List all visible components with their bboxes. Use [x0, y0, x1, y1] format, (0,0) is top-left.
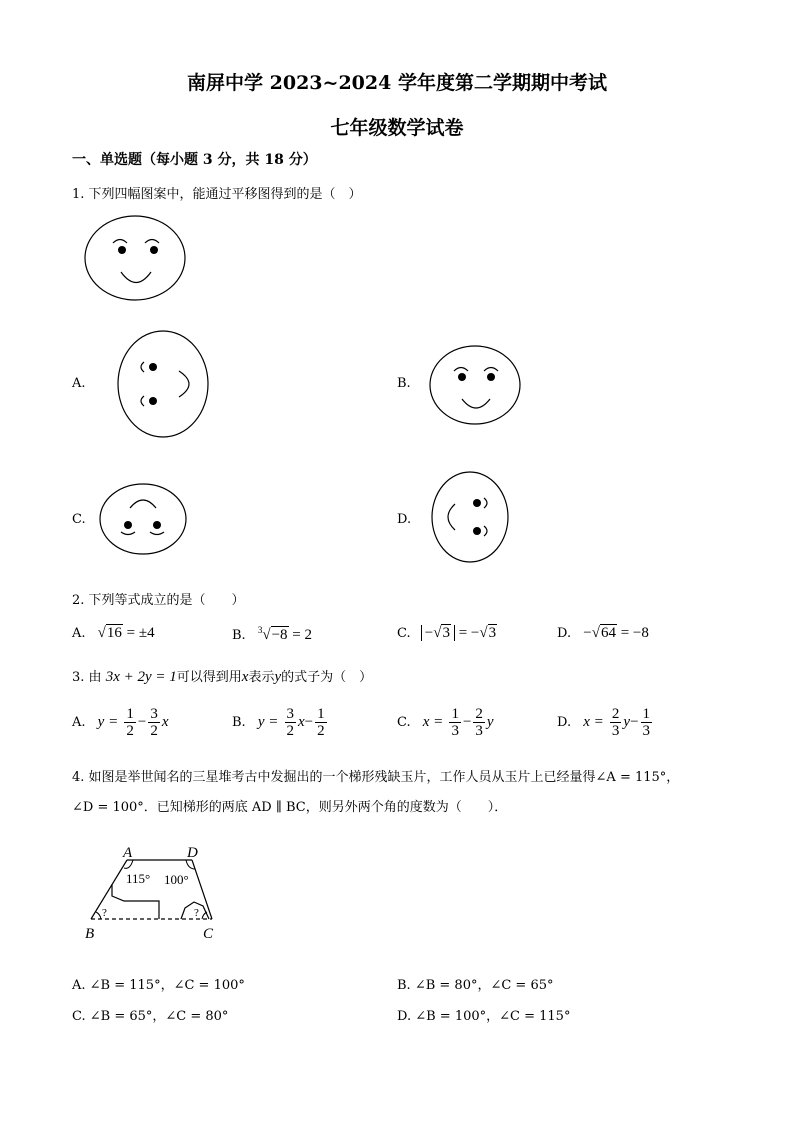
q4-option-b[interactable]: B. ∠B = 80°，∠C = 65°	[397, 978, 554, 993]
q2-d-radicand: 64	[600, 625, 616, 641]
q3-stem-post: 的式子为（ ）	[281, 670, 373, 685]
q1-option-b-face-figure[interactable]	[429, 345, 521, 425]
exam-title: 南屏中学 2023~2024 学年度第二学期期中考试	[187, 72, 607, 94]
fig-label-c: C	[203, 926, 214, 942]
exam-subtitle: 七年级数学试卷	[330, 117, 464, 139]
q3-d-var: y	[623, 714, 631, 730]
q3-stem-x: x	[241, 669, 249, 685]
question-2-stem: 2. 下列等式成立的是（ ）	[72, 593, 245, 608]
fig-label-a: A	[123, 845, 133, 861]
q1-option-b-label[interactable]: B.	[397, 376, 411, 391]
q4-option-a[interactable]: A. ∠B = 115°，∠C = 100°	[72, 978, 245, 993]
q3-a-f1-den: 2	[126, 723, 134, 739]
q3-d-lhs: x =	[583, 714, 604, 730]
q3-c-lhs: x =	[422, 714, 444, 730]
q2-option-c[interactable]: C. −√3 = −√3	[397, 625, 497, 641]
q2-d-rhs: = −8	[620, 625, 649, 641]
q3-option-a[interactable]	[72, 706, 168, 739]
q3-d-f2-num: 1	[642, 706, 651, 722]
q3-option-d[interactable]	[557, 706, 654, 739]
q3-b-op: −	[304, 714, 314, 730]
question-3-stem	[72, 666, 372, 686]
q3-c-op: −	[462, 714, 472, 730]
q2-a-rhs: = ±4	[126, 625, 155, 641]
q3-option-d-label: D.	[557, 715, 572, 730]
question-4-stem-line-1: 4. 如图是举世闻名的三星堆考古中发掘出的一个梯形残缺玉片，工作人员从玉片上已经量得∠A = 115°，	[72, 770, 680, 785]
q1-option-d-face-figure[interactable]	[431, 471, 509, 563]
q2-option-a-label: A.	[72, 626, 86, 641]
q4-option-c[interactable]: C. ∠B = 65°，∠C = 80°	[72, 1009, 229, 1024]
q3-stem-mid2: 表示	[248, 670, 275, 685]
fig-angle-b-question: ?	[102, 907, 107, 919]
q2-option-b[interactable]: B. $^3$√−8 = 2	[232, 625, 312, 643]
section-heading: 一、单选题（每小题 3 分，共 18 分）	[72, 152, 317, 168]
q2-option-a[interactable]: A. √16 = ±4	[72, 625, 155, 641]
q3-d-f1-den: 3	[611, 723, 620, 739]
q2-option-b-label: B.	[232, 628, 246, 643]
q1-option-a-face-figure[interactable]	[117, 330, 211, 438]
q2-option-c-label: C.	[397, 626, 411, 641]
q4-option-d[interactable]: D. ∠B = 100°，∠C = 115°	[397, 1009, 571, 1024]
fig-angle-c-question: ?	[194, 907, 199, 919]
q2-a-radicand: 16	[106, 625, 122, 641]
q3-b-f1-den: 2	[286, 723, 294, 739]
fig-angle-d-value: 100°	[164, 872, 189, 887]
q3-d-f2-den: 3	[642, 723, 651, 739]
q3-option-c[interactable]	[397, 706, 494, 739]
q3-option-a-label: A.	[72, 715, 86, 730]
q3-d-f1-num: 2	[611, 706, 620, 722]
q3-b-f2-den: 2	[317, 723, 325, 739]
q3-a-op: −	[137, 714, 147, 730]
q3-stem-equation: 3x + 2y = 1	[105, 669, 177, 685]
q3-c-f1-num: 1	[451, 706, 459, 722]
question-1-stem: 1. 下列四幅图案中，能通过平移图得到的是（ ）	[72, 187, 362, 202]
q3-stem-y: y	[274, 669, 282, 685]
q2-b-radicand: −8	[271, 627, 288, 643]
q2-c-rhs-neg: = −	[458, 625, 480, 641]
q3-b-var: x	[298, 714, 305, 730]
q3-a-f2-num: 3	[150, 706, 158, 722]
q2-b-index: 3	[257, 625, 263, 635]
q3-stem-mid: 可以得到用	[176, 670, 242, 685]
fig-label-b: B	[85, 926, 95, 942]
q3-a-lhs: y =	[97, 714, 119, 730]
fig-label-d: D	[187, 845, 198, 861]
q3-a-f2-den: 2	[150, 723, 158, 739]
q3-b-f2-num: 1	[317, 706, 325, 722]
q2-b-rhs: = 2	[292, 627, 312, 643]
q3-d-op: −	[630, 714, 639, 730]
q3-c-f2-den: 3	[475, 723, 483, 739]
q1-option-c-face-figure[interactable]	[99, 483, 187, 555]
q3-b-lhs: y =	[257, 714, 279, 730]
q2-d-neg: −	[583, 625, 592, 641]
q3-option-b-label: B.	[232, 715, 246, 730]
q1-option-c-label[interactable]: C.	[72, 512, 86, 527]
q3-c-f1-den: 3	[451, 723, 459, 739]
question-4-stem-line-2: ∠D = 100°．已知梯形的两底 AD ∥ BC，则另外两个角的度数为（ ）．	[72, 800, 508, 815]
q2-option-d[interactable]: D. −√64 = −8	[557, 625, 649, 641]
q1-option-d-label[interactable]: D.	[397, 512, 412, 527]
q2-option-d-label: D.	[557, 626, 572, 641]
q3-stem-pre: 3. 由	[72, 670, 102, 685]
q3-a-var: x	[161, 714, 169, 730]
q1-reference-face-figure	[84, 215, 190, 303]
q3-c-f2-num: 2	[475, 706, 483, 722]
q4-trapezoid-figure	[82, 840, 232, 946]
q3-b-f1-num: 3	[286, 706, 294, 722]
q3-option-b[interactable]	[232, 706, 329, 739]
fig-angle-a-value: 115°	[126, 871, 151, 886]
q2-c-rhs-radicand: 3	[488, 625, 497, 641]
q3-c-var: y	[486, 714, 494, 730]
q2-c-radicand: 3	[442, 625, 450, 641]
q1-option-a-label[interactable]: A.	[72, 376, 86, 391]
q3-a-f1-num: 1	[126, 706, 134, 722]
q3-option-c-label: C.	[397, 715, 411, 730]
